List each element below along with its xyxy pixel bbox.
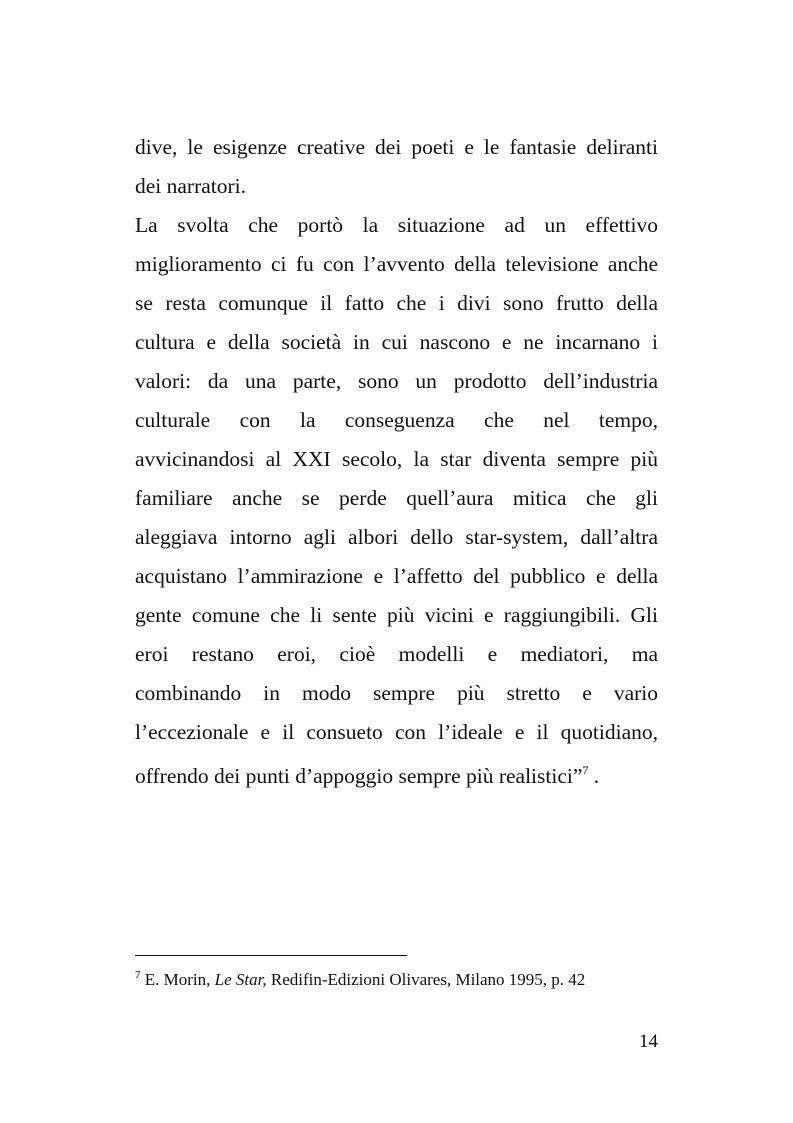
page-number: 14 xyxy=(639,1031,658,1052)
body-line-last xyxy=(135,762,658,793)
body-line: dive, le esigenze creative dei poeti e le fantasie deliranti xyxy=(135,135,658,159)
body-line: cultura e della società in cui nascono e ne incarnano i xyxy=(135,330,658,354)
footnote-reference[interactable]: 7 xyxy=(582,763,589,777)
body-line: La svolta che portò la situazione ad un effettivo xyxy=(135,213,658,237)
footnote-separator xyxy=(135,955,407,956)
body-line: se resta comunque il fatto che i divi sono frutto della xyxy=(135,291,658,315)
body-line: l’eccezionale e il consueto con l’ideale e il quotidiano, xyxy=(135,720,658,744)
body-line: culturale con la conseguenza che nel tempo, xyxy=(135,408,658,432)
body-line: gente comune che li sente più vicini e raggiungibili. Gli xyxy=(135,603,658,627)
last-line-end: . xyxy=(588,764,600,788)
footnote-number: 7 xyxy=(135,969,141,981)
body-line: familiare anche se perde quell’aura mitica che gli xyxy=(135,486,658,510)
footnote-publication: Redifin-Edizioni Olivares, Milano 1995, p. 42 xyxy=(266,970,586,989)
body-line: combinando in modo sempre più stretto e vario xyxy=(135,681,658,705)
footnote-title: Le Star, xyxy=(214,970,267,989)
body-line: miglioramento ci fu con l’avvento della televisione anche xyxy=(135,252,658,276)
last-line-text: offrendo dei punti d’appoggio sempre più realistici” xyxy=(135,764,583,788)
body-line: avvicinandosi al XXI secolo, la star diventa sempre più xyxy=(135,447,658,471)
body-line: eroi restano eroi, cioè modelli e mediatori, ma xyxy=(135,642,658,666)
footnote-author: E. Morin, xyxy=(144,970,215,989)
body-line: dei narratori. xyxy=(135,174,247,198)
body-line: valori: da una parte, sono un prodotto dell’industria xyxy=(135,369,658,393)
body-line: aleggiava intorno agli albori dello star-system, dall’altra xyxy=(135,525,658,549)
body-line: acquistano l’ammirazione e l’affetto del pubblico e della xyxy=(135,564,658,588)
footnote xyxy=(135,968,585,994)
